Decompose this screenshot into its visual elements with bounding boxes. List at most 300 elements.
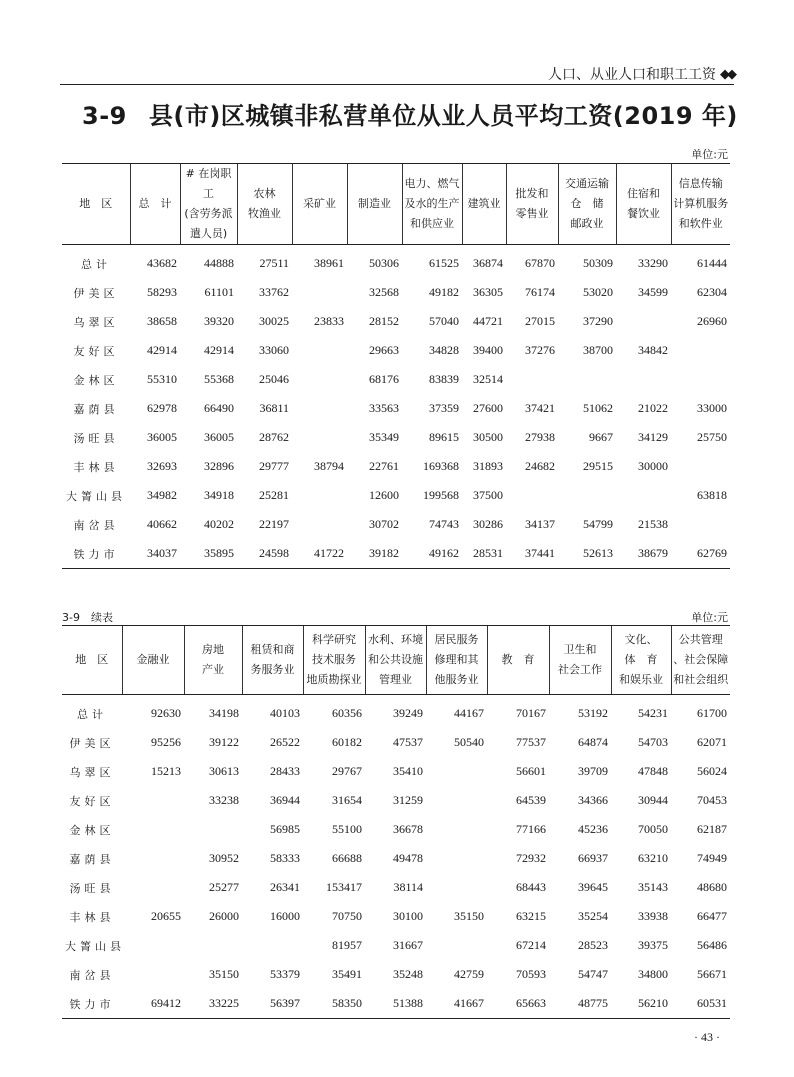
value-cell: 44888 [204,256,234,270]
table-title: 县(市)区城镇非私营单位从业人员平均工资(2019 年) [148,102,738,130]
table-row [62,815,730,844]
column-header [426,626,487,695]
value-cell: 20655 [151,909,181,923]
column-header [180,164,237,245]
column-header-line: 修理和其 [434,653,479,666]
value-cell: 39400 [473,343,503,357]
column-header [303,626,365,695]
value-cell: 58333 [270,851,300,865]
column-header-line: 制造业 [358,197,391,210]
value-cell: 62978 [147,401,177,415]
value-cell: 92630 [151,706,181,720]
table-row [62,481,730,510]
value-cell: 37276 [525,343,555,357]
column-header-line: 居民服务 [434,633,479,646]
value-cell [616,307,671,336]
value-cell: 36874 [473,256,503,270]
value-cell: 33238 [209,793,239,807]
value-cell: 22197 [259,517,289,531]
value-cell: 58350 [303,989,365,1019]
table-row [62,307,730,336]
table-row [62,423,730,452]
value-cell: 57040 [429,314,459,328]
diamond-ornament-icon: ◆◆ [720,66,734,82]
value-cell: 42914 [147,343,177,357]
table-row [62,336,730,365]
value-cell: 49162 [402,539,462,569]
column-header-line: 租赁和商 [250,643,295,656]
value-cell: 28762 [259,430,289,444]
column-header [611,626,671,695]
value-cell: 30100 [393,909,423,923]
region-cell: 南岔县 [69,968,115,982]
column-header [506,164,558,245]
column-header-line: 和软件业 [678,217,723,230]
value-cell: 56397 [242,989,303,1019]
value-cell: 33225 [184,989,242,1019]
column-header [558,164,616,245]
region-cell: 金林区 [73,373,119,387]
value-cell: 169368 [423,459,459,473]
value-cell: 63210 [638,851,668,865]
value-cell: 55310 [147,372,177,386]
value-cell: 33938 [638,909,668,923]
column-header [184,626,242,695]
value-cell: 15213 [151,764,181,778]
value-cell: 61525 [429,256,459,270]
column-header [671,164,730,245]
value-cell: 36305 [473,285,503,299]
value-cell: 56024 [697,764,727,778]
region-cell: 友好区 [69,794,115,808]
column-header [487,626,549,695]
value-cell: 33000 [697,401,727,415]
value-cell: 25281 [259,488,289,502]
value-cell: 67870 [525,256,555,270]
value-cell: 34918 [204,488,234,502]
column-header [242,626,303,695]
value-cell: 38114 [393,880,423,894]
column-header-line: # 在岗职工 [185,167,232,200]
value-cell: 31667 [393,938,423,952]
value-cell: 37290 [583,314,613,328]
value-cell: 28523 [578,938,608,952]
region-cell: 友好区 [73,344,119,358]
value-cell [558,481,616,510]
region-cell: 大箐山县 [66,489,126,503]
value-cell: 39122 [209,735,239,749]
value-cell: 33563 [369,401,399,415]
value-cell [616,481,671,510]
value-cell: 28433 [270,764,300,778]
value-cell: 70453 [697,793,727,807]
value-cell: 41667 [426,989,487,1019]
value-cell: 50309 [583,256,613,270]
region-cell: 总计 [77,707,107,721]
value-cell: 55368 [204,372,234,386]
value-cell: 45236 [578,822,608,836]
value-cell: 48680 [697,880,727,894]
value-cell: 23833 [314,314,344,328]
column-header-line: 住宿和 [627,187,660,200]
column-header-line: 计算机服务 [673,197,729,210]
value-cell [506,481,558,510]
value-cell: 38961 [314,256,344,270]
table2-unit: 单位:元 [691,611,728,624]
running-head-text: 人口、从业人口和职工工资 [548,67,716,83]
table-row [62,902,730,931]
value-cell: 37359 [429,401,459,415]
value-cell: 34037 [130,539,180,569]
column-header-line: 产业 [202,663,224,676]
value-cell: 34198 [209,706,239,720]
value-cell: 36678 [393,822,423,836]
value-cell: 56486 [697,938,727,952]
value-cell: 54799 [583,517,613,531]
value-cell: 56985 [270,822,300,836]
value-cell: 16000 [270,909,300,923]
column-header-line: 地 区 [79,197,113,210]
value-cell: 77537 [516,735,546,749]
value-cell: 76174 [525,285,555,299]
value-cell: 39182 [347,539,402,569]
value-cell [292,394,347,423]
value-cell: 33060 [259,343,289,357]
column-header [62,626,122,695]
page-title [82,96,742,131]
value-cell: 42759 [454,967,484,981]
value-cell: 74949 [697,851,727,865]
value-cell: 37421 [525,401,555,415]
column-header-line: (含劳务派 [184,207,233,220]
column-header-line: 地质勘探业 [306,673,362,686]
region-cell: 乌翠区 [73,315,119,329]
value-cell: 72932 [516,851,546,865]
column-header-line: 教 育 [501,653,535,666]
value-cell: 27600 [473,401,503,415]
column-header [237,164,292,245]
value-cell: 36005 [147,430,177,444]
value-cell [184,815,242,844]
value-cell: 21022 [638,401,668,415]
column-header-line: 总 计 [138,197,172,210]
page-number: · 43 · [694,1030,720,1044]
value-cell: 30944 [638,793,668,807]
value-cell [292,423,347,452]
value-cell: 70593 [516,967,546,981]
value-cell: 70750 [332,909,362,923]
value-cell: 54703 [638,735,668,749]
value-cell: 64539 [516,793,546,807]
value-cell: 69412 [122,989,184,1019]
value-cell [122,873,184,902]
value-cell [292,481,347,510]
column-header-line: 房地 [202,643,224,656]
value-cell: 28531 [462,539,506,569]
value-cell: 30702 [369,517,399,531]
region-cell: 汤旺县 [73,431,119,445]
region-cell: 丰林县 [69,910,115,924]
value-cell: 56210 [611,989,671,1019]
value-cell: 50306 [369,256,399,270]
value-cell: 34599 [638,285,668,299]
value-cell: 70050 [638,822,668,836]
column-header-line: 务服务业 [250,663,295,676]
value-cell [426,844,487,873]
column-header-line: 批发和 [515,187,549,200]
value-cell: 33762 [259,285,289,299]
column-header-line: 采矿业 [303,197,336,210]
wage-table-part1 [62,163,730,569]
value-cell: 24682 [525,459,555,473]
value-cell: 66688 [332,851,362,865]
value-cell: 29663 [369,343,399,357]
column-header-line: 和供应业 [410,217,454,230]
column-header-line: 电力、燃气 [404,177,460,190]
value-cell: 62071 [697,735,727,749]
value-cell [122,815,184,844]
column-header [616,164,671,245]
value-cell: 54747 [578,967,608,981]
column-header-line: 邮政业 [570,217,604,230]
table2-caption: 3-9 续表 [62,611,113,624]
column-header-line: 管理业 [379,673,412,686]
value-cell [242,931,303,960]
table-row [62,695,730,729]
value-cell: 30286 [473,517,503,531]
running-head [548,64,734,84]
value-cell: 43682 [147,256,177,270]
value-cell: 30613 [209,764,239,778]
value-cell [616,365,671,394]
region-cell: 丰林县 [73,460,119,474]
region-cell: 铁力市 [62,539,130,569]
column-header [62,164,130,245]
value-cell [426,931,487,960]
value-cell [671,452,730,481]
value-cell: 83839 [429,372,459,386]
value-cell [122,931,184,960]
value-cell: 32693 [147,459,177,473]
column-header-line: 餐饮业 [627,207,660,220]
value-cell: 21538 [638,517,668,531]
value-cell: 35143 [638,880,668,894]
value-cell: 30952 [209,851,239,865]
column-header-line: 金融业 [136,653,170,666]
value-cell: 30000 [638,459,668,473]
value-cell: 65663 [487,989,549,1019]
value-cell [292,510,347,539]
value-cell: 40103 [270,706,300,720]
value-cell: 34842 [638,343,668,357]
value-cell: 36005 [204,430,234,444]
column-header-line: 社会工作 [558,663,602,676]
value-cell: 27015 [525,314,555,328]
column-header-line: 零售业 [515,207,549,220]
value-cell: 48775 [549,989,611,1019]
value-cell: 53020 [583,285,613,299]
value-cell: 49182 [429,285,459,299]
column-header-line: 他服务业 [434,673,479,686]
value-cell: 61101 [204,285,234,299]
value-cell: 39320 [204,314,234,328]
value-cell: 38794 [314,459,344,473]
column-header-line: 卫生和 [563,643,597,656]
value-cell: 42914 [204,343,234,357]
value-cell: 60356 [332,706,362,720]
column-header-line: 和娱乐业 [619,673,663,686]
column-header-line: 体 育 [624,653,658,666]
column-header-line: 和公共设施 [368,653,423,666]
header-rule [60,84,734,85]
value-cell: 52613 [558,539,616,569]
value-cell: 9667 [589,430,613,444]
column-header-line: 建筑业 [467,197,501,210]
value-cell: 32896 [204,459,234,473]
region-cell: 汤旺县 [69,881,115,895]
table-row [62,786,730,815]
value-cell: 31893 [473,459,503,473]
table-number: 3-9 [82,102,127,130]
column-header-line: 信息传输 [678,177,723,190]
table-row [62,394,730,423]
value-cell: 47848 [638,764,668,778]
value-cell: 56671 [697,967,727,981]
value-cell: 62304 [697,285,727,299]
value-cell: 38700 [583,343,613,357]
wage-table-part2 [62,625,730,1019]
value-cell: 35248 [393,967,423,981]
column-header [402,164,462,245]
value-cell: 35410 [393,764,423,778]
value-cell: 66490 [204,401,234,415]
value-cell: 32568 [369,285,399,299]
value-cell: 44167 [454,706,484,720]
value-cell: 26341 [270,880,300,894]
value-cell: 39645 [578,880,608,894]
value-cell: 199568 [423,488,459,502]
column-header-line: 仓 储 [570,197,604,210]
value-cell [426,757,487,786]
value-cell [292,278,347,307]
value-cell: 25046 [259,372,289,386]
table-row [62,960,730,989]
column-header [122,626,184,695]
column-header [549,626,611,695]
value-cell: 38679 [616,539,671,569]
region-cell: 乌翠区 [69,765,115,779]
value-cell: 153417 [326,880,362,894]
value-cell: 38658 [147,314,177,328]
value-cell: 33290 [638,256,668,270]
table-row [62,989,730,1019]
value-cell: 81957 [332,938,362,952]
value-cell [426,815,487,844]
value-cell [671,510,730,539]
column-header-line: 科学研究 [312,633,356,646]
table-row [62,844,730,873]
header-row [62,626,730,695]
table1-unit: 单位:元 [691,148,728,161]
value-cell [671,365,730,394]
table-row [62,873,730,902]
column-header [671,626,730,695]
value-cell: 68176 [369,372,399,386]
value-cell: 61444 [697,256,727,270]
column-header-line: 和社会组织 [673,673,729,686]
column-header-line: 文化、 [624,633,658,646]
region-cell: 嘉荫县 [69,852,115,866]
column-header-line: 公共管理 [678,633,723,646]
value-cell: 25750 [697,430,727,444]
table-row [62,452,730,481]
column-header-line: 遣人员) [189,227,228,240]
value-cell: 34137 [525,517,555,531]
value-cell: 34800 [638,967,668,981]
value-cell [292,336,347,365]
value-cell: 30025 [259,314,289,328]
value-cell: 26000 [209,909,239,923]
column-header-line: 技术服务 [312,653,356,666]
value-cell: 37500 [473,488,503,502]
value-cell: 29767 [332,764,362,778]
value-cell: 29777 [259,459,289,473]
value-cell: 51062 [583,401,613,415]
value-cell: 31259 [393,793,423,807]
value-cell: 56601 [516,764,546,778]
value-cell: 40202 [204,517,234,531]
value-cell: 47537 [393,735,423,749]
value-cell: 68443 [516,880,546,894]
value-cell: 27511 [259,256,289,270]
value-cell: 29515 [583,459,613,473]
value-cell: 35895 [180,539,237,569]
value-cell: 63818 [697,488,727,502]
value-cell [426,786,487,815]
value-cell [122,844,184,873]
region-cell: 南岔县 [73,518,119,532]
table-row [62,931,730,960]
column-header [365,626,426,695]
value-cell: 44721 [473,314,503,328]
region-cell: 总计 [81,257,111,271]
region-cell: 铁力市 [62,989,122,1019]
region-cell: 金林区 [69,823,115,837]
value-cell: 36944 [270,793,300,807]
value-cell: 50540 [454,735,484,749]
value-cell: 40662 [147,517,177,531]
value-cell: 27938 [525,430,555,444]
value-cell [122,960,184,989]
value-cell: 26522 [270,735,300,749]
table-row [62,539,730,569]
value-cell: 54231 [638,706,668,720]
value-cell: 60531 [671,989,730,1019]
value-cell: 95256 [151,735,181,749]
value-cell: 66937 [578,851,608,865]
value-cell: 28152 [369,314,399,328]
value-cell: 31654 [332,793,362,807]
value-cell: 77166 [516,822,546,836]
value-cell: 34828 [429,343,459,357]
table-row [62,365,730,394]
value-cell: 53192 [578,706,608,720]
value-cell: 32514 [473,372,503,386]
value-cell: 26960 [697,314,727,328]
value-cell: 39709 [578,764,608,778]
value-cell: 24598 [237,539,292,569]
value-cell [122,786,184,815]
